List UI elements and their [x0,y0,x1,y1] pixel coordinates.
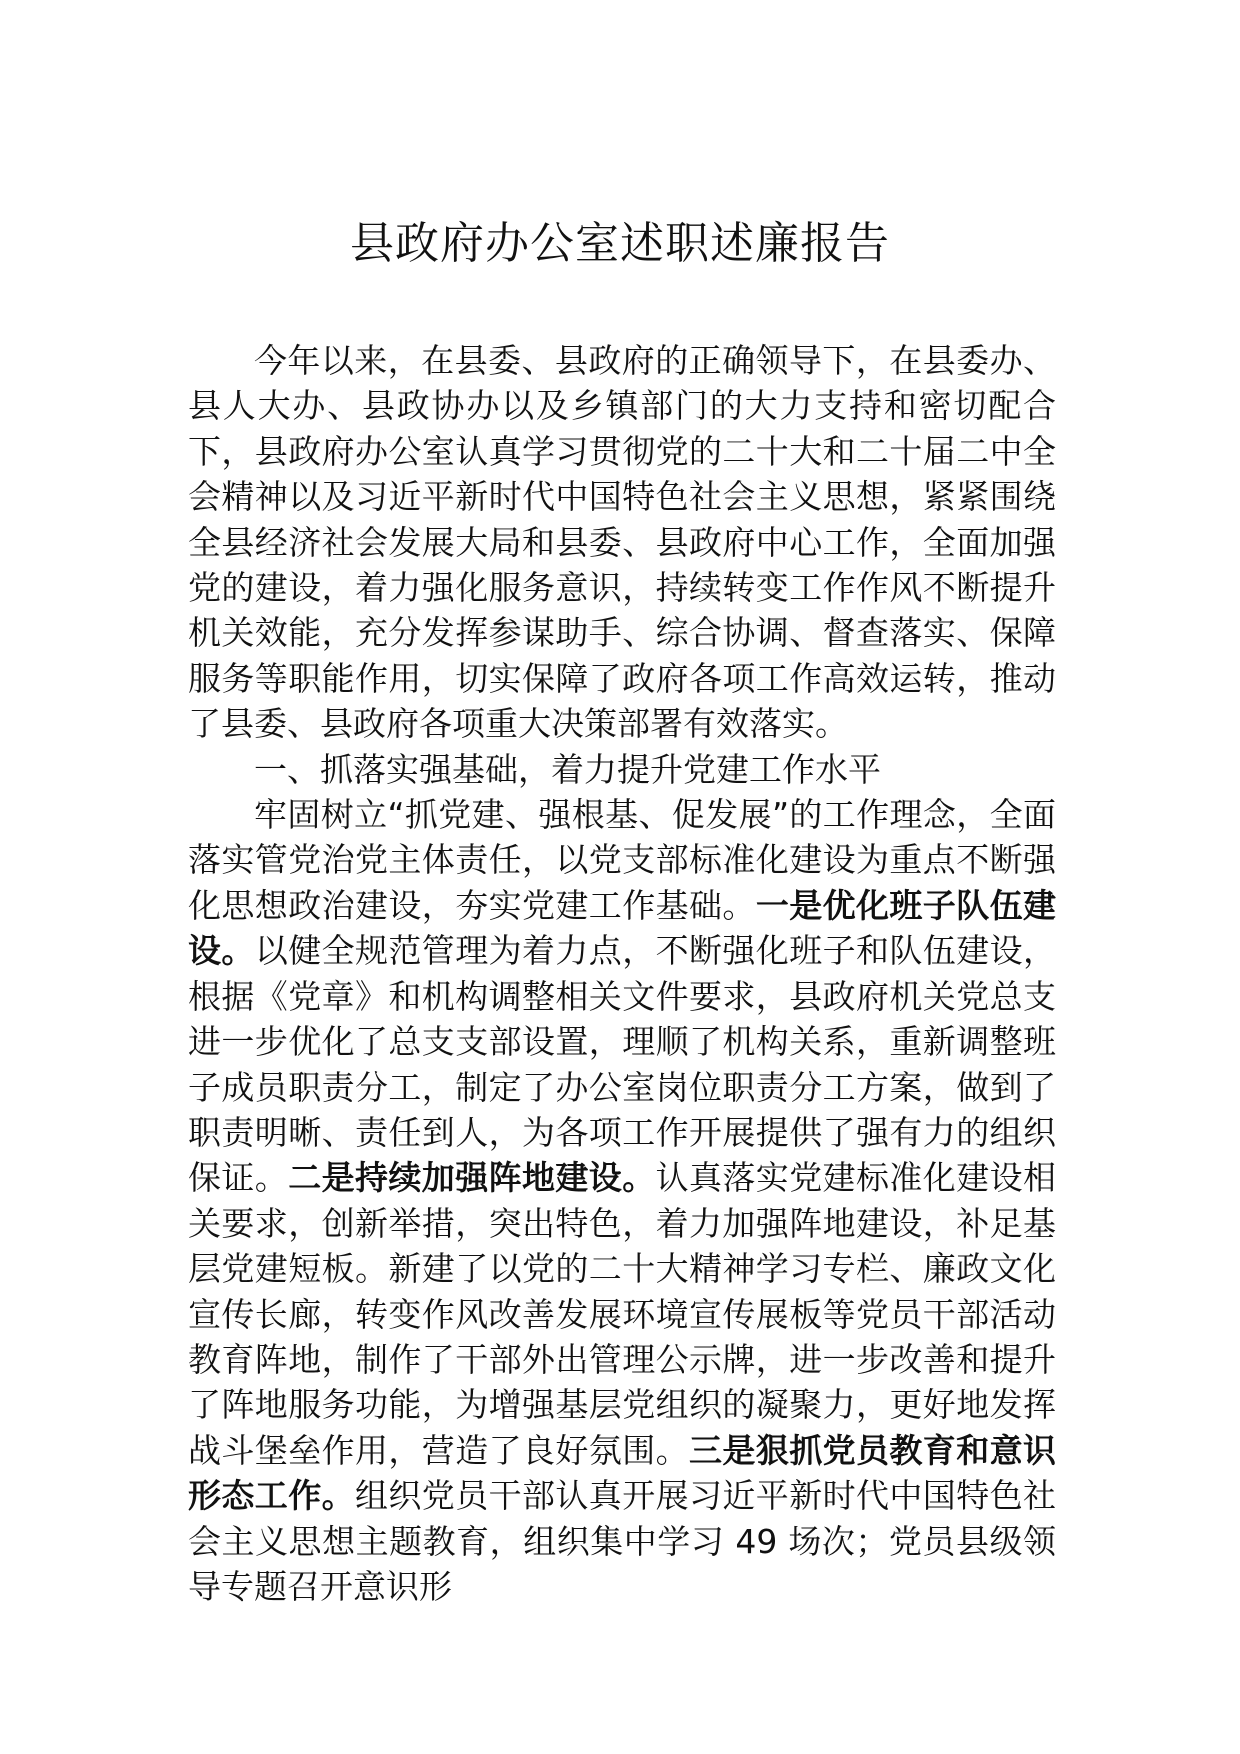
section-opening-text: 牢固树立“抓党建、强根基、促发展”的工作理念，全面落实管党治党主体责任，以党支部标准化建设为重点不断强化思想政治建设，夯实党建工作基础。 [188,795,1056,925]
document-body [188,338,1056,1609]
point-two-text: 认真落实党建标准化建设相关要求，创新举措，突出特色，着力加强阵地建设，补足基层党建短板。新建了以党的二十大精神学习专栏、廉政文化宣传长廊，转变作风改善发展环境宣传展板等党员干部活动教育阵地，制作了干部外出管理公示牌，进一步改善和提升了阵地服务功能，为增强基层党组织的凝聚力，更好地发挥战斗堡垒作用，营造了良好氛围。 [188,1158,1057,1470]
section-paragraph [188,792,1056,1609]
document-title: 县政府办公室述职述廉报告 [350,218,890,269]
point-two-lead: 二是持续加强阵地建设。 [288,1158,656,1198]
intro-paragraph: 今年以来，在县委、县政府的正确领导下，在县委办、县人大办、县政协办以及乡镇部门的大力支持和密切配合下，县政府办公室认真学习贯彻党的二十大和二十届二中全会精神以及习近平新时代中国特色社会主义思想，紧紧围绕全县经济社会发展大局和县委、县政府中心工作，全面加强党的建设，着力强化服务意识，持续转变工作作风不断提升机关效能，充分发挥参谋助手、综合协调、督查落实、保障服务等职能作用，切实保障了政府各项工作高效运转，推动了县委、县政府各项重大决策部署有效落实。 [188,341,1056,744]
point-three-lead: 三是狠抓党员教育和意识形态工作。 [188,1430,1057,1516]
point-three-text: 组织党员干部认真开展习近平新时代中国特色社会主义思想主题教育，组织集中学习 49 场次；党员县级领导专题召开意识形 [188,1476,1056,1606]
point-one-text: 以健全规范管理为着力点，不断强化班子和队伍建设，根据《党章》和机构调整相关文件要求，县政府机关党总支进一步优化了总支支部设置，理顺了机构关系，重新调整班子成员职责分工，制定了办公室岗位职责分工方案，做到了职责明晰、责任到人，为各项工作开展提供了强有力的组织保证。 [188,931,1057,1198]
section-heading: 一、抓落实强基础，着力提升党建工作水平 [254,749,881,789]
point-one-lead: 一是优化班子队伍建设。 [188,885,1057,971]
